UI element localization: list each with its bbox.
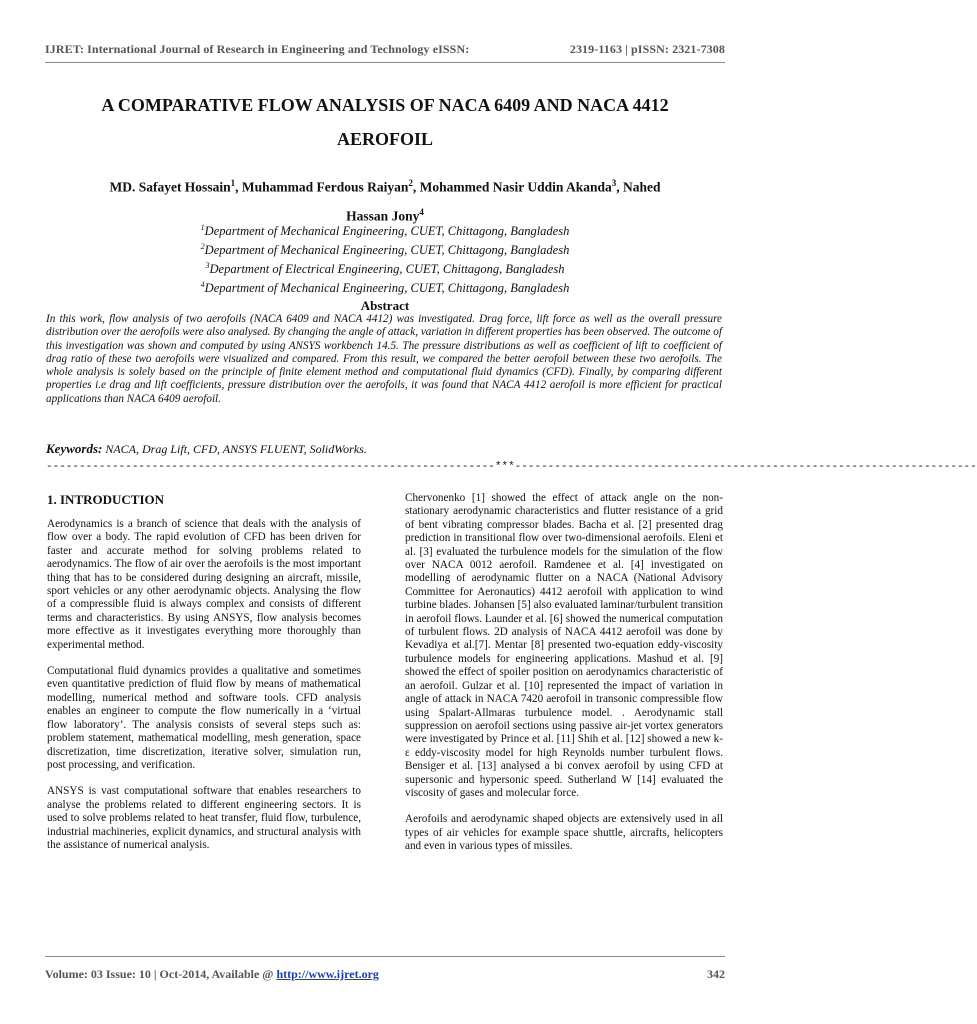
journal-name: IJRET: International Journal of Research in Engineering and Technology eISSN: [45, 42, 470, 56]
footer-volume [45, 967, 379, 982]
paper-title [45, 88, 725, 156]
footer-rule [45, 956, 725, 957]
affiliation-2-text: Department of Mechanical Engineering, CUET, Chittagong, Bangladesh [204, 243, 570, 258]
author-3-sup: 3 [611, 178, 617, 188]
author-4-second: Hassan Jony [346, 208, 420, 223]
author-3: Mohammed Nasir Uddin Akanda [419, 179, 612, 195]
keywords [46, 441, 722, 457]
affiliation-1-num: 1 [200, 223, 205, 232]
abstract-heading: Abstract [360, 298, 410, 313]
affiliation-3-num: 3 [205, 261, 210, 271]
title-line-1: A COMPARATIVE FLOW ANALYSIS OF NACA 6409 AND NACA 4412 [101, 95, 669, 115]
author-4-sup: 4 [419, 206, 424, 217]
intro-paragraph: Computational fluid dynamics provides a qualitative and sometimes even quantitative prediction of fluid flow by means of mathematical modelling, numerical method and software tools. CFD analysis enables an engineer to compute the flow numerically in a ‘virtual flow laboratory’. The analysis consists of several steps such as: problem statement, mathematical modelling, mesh generation, space discretization, time discretization, iterative solver, simulation run, post processing, and verification. [47, 665, 361, 771]
page-footer [45, 967, 725, 982]
journal-link[interactable]: http://www.ijret.org [276, 967, 379, 981]
affiliation-list [45, 220, 725, 297]
journal-issn: 2319-1163 | pISSN: 2321-7308 [569, 42, 725, 56]
footer-volume-text: Volume: 03 Issue: 10 | Oct-2014, Available @ [45, 967, 277, 981]
author-4-first: Nahed [623, 179, 661, 195]
author-1: MD. Safayet Hossain [109, 179, 231, 195]
author-2-sup: 2 [408, 178, 413, 188]
title-line-2: AEROFOIL [336, 129, 433, 149]
affiliation-1-text: Department of Mechanical Engineering, CUET, Chittagong, Bangladesh [204, 224, 570, 239]
left-column [47, 492, 361, 865]
affiliation-4-text: Department of Mechanical Engineering, CUET, Chittagong, Bangladesh [204, 281, 570, 296]
keywords-label: Keywords: [46, 441, 103, 456]
abstract-text: In this work, flow analysis of two aerofoils (NACA 6409 and NACA 4412) was investigated. Drag force, lift force as well as the overall pressure distribution over the aerofoils were also analysed. By changing the angle of attack, variation in different properties has been observed. The outcome of this investigation was shown and computed by using ANSYS workbench 14.5. The pressure distributions as well as coefficient of lift to coefficient of drag ratio of these two aerofoils were visualized and compared. From this result, we compared the better aerofoil between these two aerofoils. The whole analysis is solely based on the principle of finite element method and computational fluid dynamics (CFD). Finally, by comparing different properties i.e drag and lift coefficients, pressure distribution over the aerofoils, it was found that NACA 4412 aerofoil is more efficient for practical applications than NACA 6409 aerofoil. [46, 313, 723, 405]
intro-paragraph: ANSYS is vast computational software that enables researchers to analyse the problems related to different engineering sectors. It is used to solve problems related to heat transfer, fluid flow, turbulence, industrial machineries, explicit dynamics, and structural analysis with the assistance of numerical analysis. [47, 785, 361, 851]
affiliation-4-num: 4 [200, 280, 205, 290]
header-rule [45, 62, 725, 63]
right-column [405, 492, 723, 867]
affiliation-2 [45, 239, 725, 258]
intro-paragraph: Aerodynamics is a branch of science that deals with the analysis of flow over a body. The rapid evolution of CFD has been driven for faster and accurate method for solving problems related to aerodynamics. The flow of air over the aerofoils is the most important thing that has to be considered during designing an aircraft, missile, sport vehicles or any other aerodynamic objects. Analysing the flow of a compressible fluid is always complex and consists of different terms and characteristics. By using ANSYS, flow analysis becomes more effective as it investigates everything more thoroughly than experimental method. [47, 518, 361, 651]
affiliation-3 [45, 258, 725, 277]
author-list: MD. Safayet Hossain$^1$, Muhammad Ferdous Raiyan$^2$, Mohammed Nasir Uddin Akanda$^3$, Nahed Hassan Jony$^4$ [109, 178, 661, 223]
affiliation-4 [45, 277, 725, 296]
affiliation-2-num: 2 [200, 242, 205, 252]
section-heading-introduction: 1. INTRODUCTION [47, 492, 165, 507]
author-1-sup: 1 [230, 178, 236, 188]
author-2: Muhammad Ferdous Raiyan [241, 179, 409, 195]
literature-paragraph: Chervonenko [1] showed the effect of attack angle on the non-stationary aerodynamic characteristics and flutter resistance of a grid of bent vibrating compressor blades. Bacha et al. [2] presented drag prediction in transitional flow over two-dimensional aerofoils. Eleni et al. [3] evaluated the turbulence models for the simulation of the flow over NACA 0012 aerofoil. Ramdenee et al. [4] investigated on modelling of aerodynamic flutter on a NACA (National Advisory Committee for Aeronautics) 4412 aerofoil with application to wind turbine blades. Johansen [5] also evaluated laminar/turbulent transition in aerofoil flows. Launder et al. [6] showed the numerical computation of turbulent flows. 2D analysis of NACA 4412 aerofoil was done by Kevadiya et al.[7]. Mentar [8] presented two-equation eddy-viscosity turbulence models for engineering applications. Mashud et al. [9] showed the effect of spoiler position on aerodynamics characteristic of an aerofoil. Gulzar et al. [10] represented the impact of variation in angle of attack in NACA 7420 aerofoil in transonic compressible flow using Spalart-Allmaras turbulence model. . Aerodynamic stall suppression on aerofoil sections using passive air-jet vortex generators were investigated by Prince et al. [11] Shih et al. [12] showed a new k- ε eddy-viscosity model for high Reynolds number turbulent flows. Bensiger et al. [13] analysed a bi convex aerofoil by using CFD at supersonic and hypersonic speed. Sutherland W [14] evaluated the viscosity of gases and molecular force. [405, 492, 723, 799]
page-number: 342 [707, 967, 725, 981]
journal-header [45, 42, 725, 57]
section-separator: --------------------------------------------------------------------***---------------------------------------------------------------------- [46, 461, 977, 473]
affiliation-1 [45, 220, 725, 239]
affiliation-3-text: Department of Electrical Engineering, CUET, Chittagong, Bangladesh [209, 262, 565, 277]
keywords-text: NACA, Drag Lift, CFD, ANSYS FLUENT, SolidWorks. [105, 442, 367, 456]
literature-paragraph: Aerofoils and aerodynamic shaped objects are extensively used in all types of air vehicles for example space shuttle, aircrafts, helicopters and even in various types of missiles. [405, 813, 723, 853]
